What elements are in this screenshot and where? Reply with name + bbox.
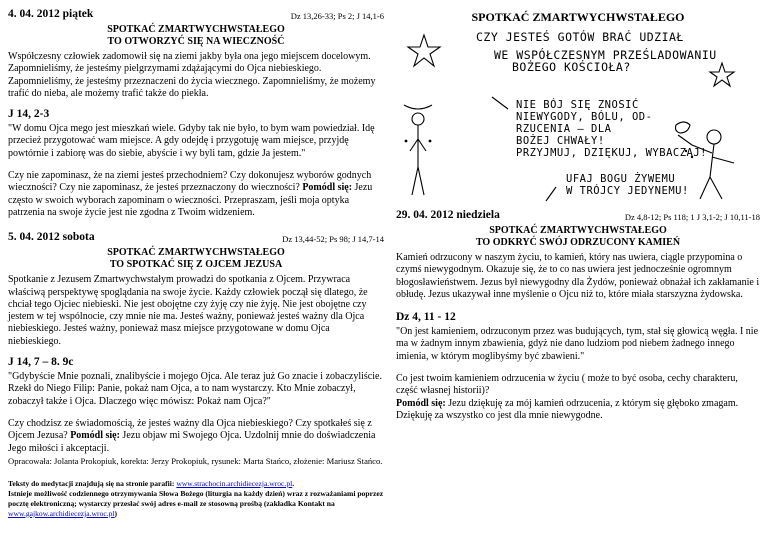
prayer-label: Pomódl się: (302, 182, 353, 194)
prayer-text: Jezu często w swoich wyborach zapominam o wieczności. Przepraszam, jeśli moja optyka patrzenia na swoje życie jest nie zgodna z Twoim widzeniem. (8, 182, 373, 218)
day-title: 4. 04. 2012 piątek (8, 8, 94, 20)
section-subtitle: TO ODKRYĆ SWÓJ ODRZUCONY KAMIEŃ (475, 237, 681, 248)
parish-link[interactable]: www.strachocin.archidiecezja.wroc.pl (176, 478, 293, 488)
left-column (8, 0, 384, 519)
illustration (396, 27, 760, 207)
section-subtitle: TO OTWORZYĆ SIĘ NA WIECZNOŚĆ (107, 36, 285, 47)
prayer-text: Jezu objaw mi Swojego Ojca. Uzdolnij mnie do doświadczenia Jego miłości i akceptacji. (8, 430, 376, 454)
reflection-paragraph (396, 373, 760, 422)
prayer-text: Jezu dziękuję za mój kamień odrzucenia, z którym się głęboko zmagam. Dziękuję za wszystko co jest dla mnie niewygodne. (396, 397, 739, 421)
handwritten-question: CZY JESTEŚ GOTÓW BRAĆ UDZIAŁ WE WSPÓŁCZESNYM PRZEŚLADOWANIU BOŻEGO KOŚCIOŁA? (476, 30, 717, 74)
reflection-paragraph (8, 418, 384, 455)
section-title: SPOTKAĆ ZMARTWYCHWSTAŁEGO (107, 247, 285, 259)
scripture-reference: Dz 4,8-12; Ps 118; 1 J 3,1-2; J 10,11-18 (624, 212, 760, 222)
intro-paragraph: Kamień odrzucony w naszym życiu, to kamień, który nas uwiera, ciągle przypomina o czymś niewygodnym. Okazuje się, że to co nas uwiera jest jednocześnie ogromnym błogosławieństwem. Jezus był niewygodny dla Żydów, ponieważ obnażał ich zakłamanie i obłudę. Jezus ukazywał inne myślenie o Ojcu niż to, które miała starszyzna żydowska. (396, 252, 760, 300)
gospel-quote: "W domu Ojca mego jest mieszkań wiele. Gdyby tak nie było, to bym wam powiedział. Idę przecież przygotować wam miejsce. A gdy odejdę i przygotuję wam miejsce, przyjdę powtórnie i zabiorę was do siebie, abyście i wy byli tam, gdzie Ja jestem." (8, 123, 375, 159)
intro-paragraph: Spotkanie z Jezusem Zmartwychwstałym prowadzi do spotkania z Ojcem. Przywraca właściwą perspektywę spoglądania na swoje życie. Każdy człowiek począł się dlatego, że chciał tego Ojciec niebieski. Nie jest obojętne czy żyję czy nie żyję. Nie jest obojętne czy jestem w tej wspólnocie, czy mnie nie ma. Jesteś ważny, ponieważ jesteś ważny dla Ojca niebieskiego. Jesteś ważny, ponieważ masz miejsce przygotowane w domu Ojca niebieskiego. (8, 274, 368, 347)
credits: Opracowała: Jolanta Prokopiuk, korekta: Jerzy Prokopiuk, rysunek: Marta Stańco, złożenie: Mariusz Stańco. (8, 455, 383, 466)
contact-link[interactable]: www.gajkow.archidiecezja.wroc.pl (8, 508, 115, 518)
footer-note (8, 479, 384, 519)
section-subtitle: TO SPOTKAĆ SIĘ Z OJCEM JEZUSA (109, 259, 283, 271)
figure-body (404, 105, 432, 195)
gospel-reference: J 14, 7 – 8. 9c (8, 356, 74, 369)
gospel-reference: J 14, 2-3 (8, 108, 50, 121)
day-title: 29. 04. 2012 niedziela (396, 209, 500, 221)
reflection-paragraph (8, 170, 384, 219)
right-column (396, 0, 760, 422)
reflection-text: Co jest twoim kamieniem odrzucenia w życiu ( może to być osoba, cechy charakteru, część własnej historii)? (396, 373, 738, 397)
reflection-text: Czy chodzisz ze świadomością, że jesteś ważny dla Ojca niebieskiego? Czy spotkałeś się z Ojcem Jezusa? (8, 417, 372, 442)
figure-head (412, 113, 424, 125)
prayer-label: Pomódl się: (396, 397, 446, 409)
intro-paragraph: Współczesny człowiek zadomowił się na ziemi jakby była ona jego miejscem docelowym. Zapomnieliśmy, że jesteśmy pielgrzymami zdążającymi do Ojca niebieskiego. Zapomnieliśmy, że jesteśmy przeznaczeni do życia wiecznego. Zapomnieliśmy, że możemy trafić do nieba, ale możemy trafić także do piekła. (8, 51, 376, 99)
reflection-text: Czy nie zapominasz, że na ziemi jesteś przechodniem? Czy dokonujesz wyborów godnych wieczności? Czy nie zapominasz, że jesteś przeznaczony do wieczności? (8, 170, 372, 194)
gospel-quote: "Gdybyście Mnie poznali, znalibyście i mojego Ojca. Ale teraz już Go znacie i zobaczyliście. Rzekł do Niego Filip: Panie, pokaż nam Ojca, a to nam wystarczy. Kto Mnie zobaczył, zobaczył także i Ojca. Dlaczego więc mówisz: Pokaż nam Ojca?" (8, 371, 382, 407)
footer-text: Teksty do medytacji znajdują się na stronie parafii: (8, 478, 177, 488)
section-title: SPOTKAĆ ZMARTWYCHWSTAŁEGO (107, 24, 285, 35)
handwritten-exhortation: NIE BÓJ SIĘ ZNOSIĆ NIEWYGODY, BÓLU, OD- RZUCENIA — DLA BOŻEJ CHWAŁY! PRZYJMUJ, DZIĘKUJ, WYBACZAJ! (516, 99, 708, 159)
day-title: 5. 04. 2012 sobota (8, 231, 95, 244)
handwritten-trust: UFAJ BOGU ŻYWEMU W TRÓJCY JEDYNEMU! (566, 173, 689, 197)
page-title: SPOTKAĆ ZMARTWYCHWSTAŁEGO (471, 10, 685, 24)
star-icon (408, 35, 440, 66)
scripture-reference: Dz 13,44-52; Ps 98; J 14,7-14 (282, 234, 384, 245)
footer-text: . (292, 478, 295, 488)
section-title: SPOTKAĆ ZMARTWYCHWSTAŁEGO (489, 225, 667, 236)
figure-head (707, 130, 721, 144)
footer-text: ) (114, 508, 118, 518)
day-header (8, 231, 384, 247)
day-header (396, 209, 760, 225)
scripture-reading-reference: Dz 4, 11 - 12 (396, 311, 456, 324)
day-header (8, 8, 384, 24)
prayer-label: Pomódl się: (70, 430, 120, 442)
scripture-reference: Dz 13,26-33; Ps 2; J 14,1-6 (290, 11, 384, 21)
footer-text: Istnieje możliwość codziennego otrzymywania Słowa Bożego (liturgia na każdy dzień) wraz z rozważaniami poprzez pocztę elektroniczną; wystarczy przesłać swój adres e-mail ze stosowną prośbą (zakładka Kontakt na (8, 488, 384, 508)
scripture-quote: "On jest kamieniem, odrzuconym przez was budujących, tym, stał się głowicą węgła. I nie ma w żadnym innym zbawienia, gdyż nie dano ludziom pod niebem żadnego innego imienia, w którym moglibyśmy być zbawieni." (396, 326, 759, 362)
